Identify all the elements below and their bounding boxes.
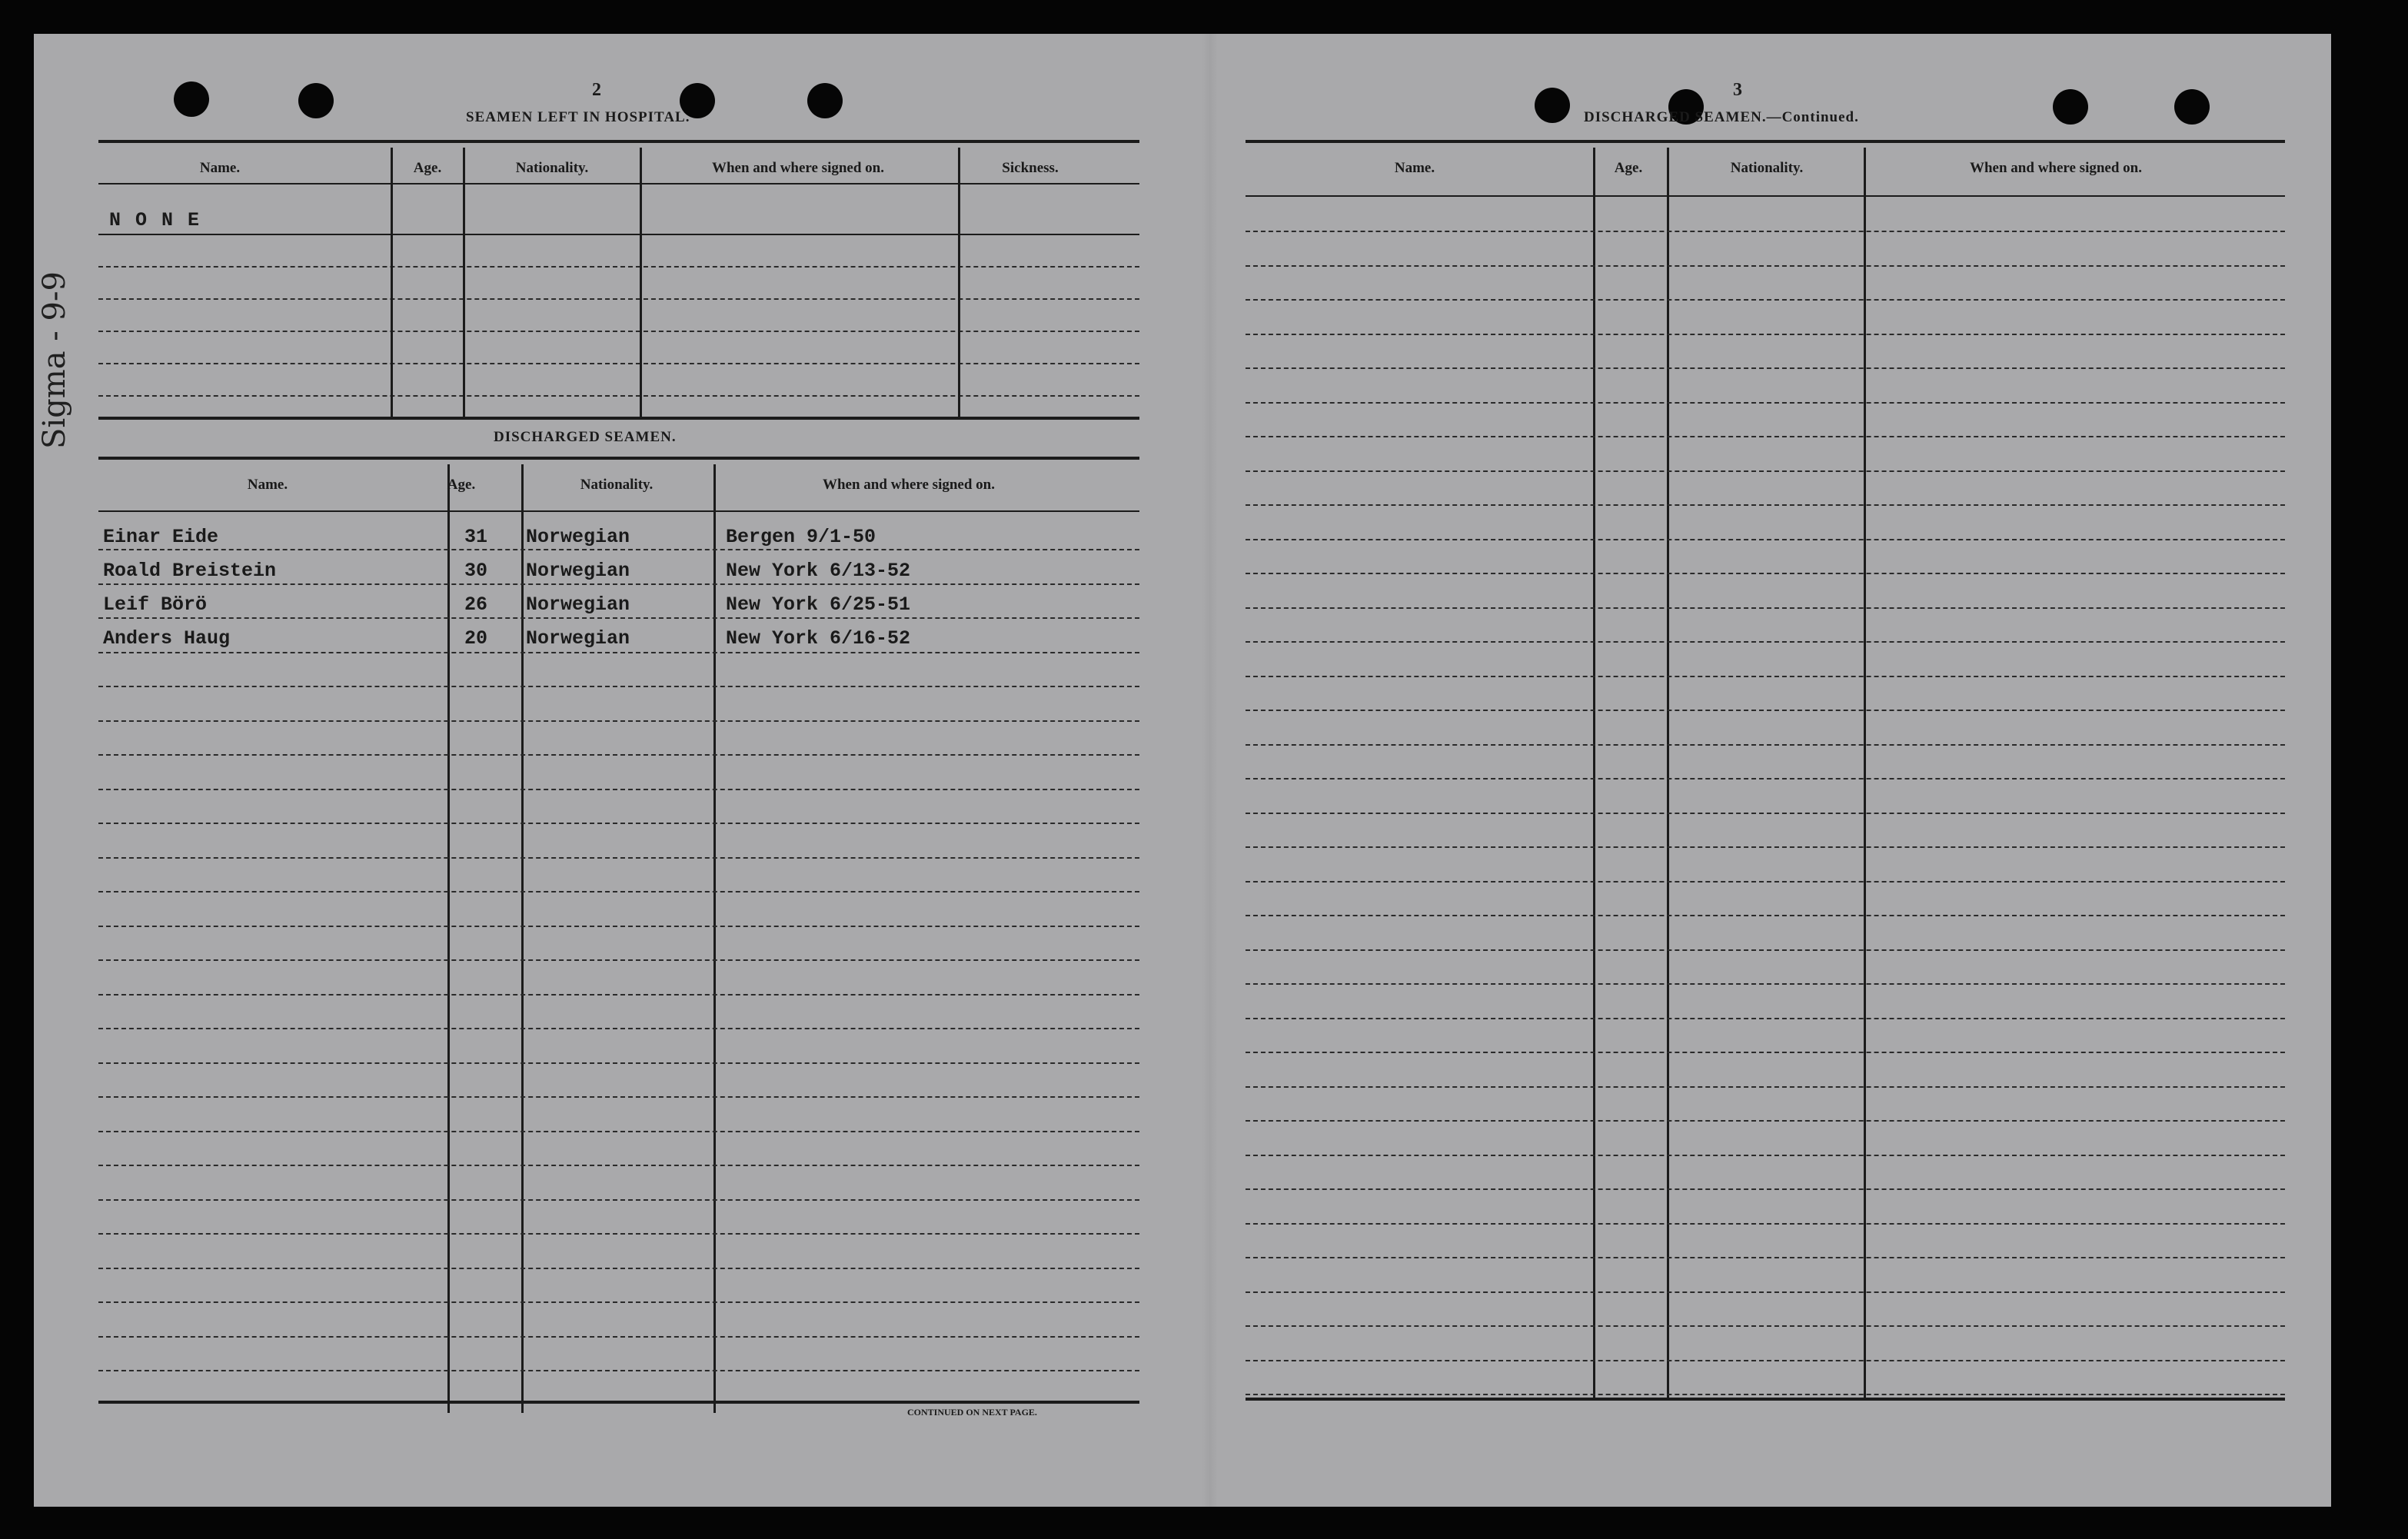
hospital-col-divider bbox=[958, 148, 960, 417]
ruled-line bbox=[1246, 1325, 2285, 1327]
hospital-col-divider bbox=[640, 148, 642, 417]
ruled-line bbox=[1246, 1120, 2285, 1122]
hospital-col-divider bbox=[463, 148, 465, 417]
right-col-nationality: Nationality. bbox=[1730, 160, 1804, 176]
hospital-col-signed-on: When and where signed on. bbox=[711, 160, 885, 176]
ruled-line bbox=[98, 1028, 1139, 1029]
ruled-line bbox=[98, 1301, 1139, 1303]
seaman-name: Anders Haug bbox=[103, 627, 231, 650]
ruled-line bbox=[1246, 231, 2285, 232]
ruled-line bbox=[98, 652, 1139, 653]
ruled-line bbox=[98, 1096, 1139, 1098]
ruled-line bbox=[98, 1062, 1139, 1064]
hospital-col-divider bbox=[391, 148, 393, 417]
ruled-line bbox=[1246, 710, 2285, 711]
seaman-nationality: Norwegian bbox=[526, 627, 630, 650]
ruled-line bbox=[98, 857, 1139, 859]
punch-hole bbox=[298, 83, 334, 118]
discharged-table-bottom-rule bbox=[98, 1401, 1139, 1404]
ruled-line bbox=[1246, 1223, 2285, 1225]
seaman-age: 30 bbox=[464, 560, 488, 582]
ruled-line bbox=[98, 754, 1139, 756]
right-col-divider bbox=[1593, 148, 1595, 1401]
ruled-line bbox=[1246, 744, 2285, 746]
right-header-rule bbox=[1246, 195, 2285, 197]
seaman-nationality: Norwegian bbox=[526, 526, 630, 548]
hospital-col-name: Name. bbox=[199, 160, 241, 176]
seaman-age: 31 bbox=[464, 526, 488, 548]
hospital-col-nationality: Nationality. bbox=[515, 160, 589, 176]
right-col-divider bbox=[1864, 148, 1866, 1401]
ruled-line bbox=[1246, 504, 2285, 506]
discharged-col-age: Age. bbox=[447, 477, 476, 493]
ruled-line bbox=[98, 617, 1139, 619]
hospital-header-rule bbox=[98, 183, 1139, 184]
hospital-col-sickness: Sickness. bbox=[1002, 160, 1059, 176]
ruled-line bbox=[1246, 402, 2285, 404]
punch-hole bbox=[2053, 89, 2088, 125]
ruled-line bbox=[1246, 915, 2285, 916]
right-table-bottom-rule bbox=[1246, 1398, 2285, 1401]
ruled-line bbox=[1246, 1360, 2285, 1361]
ruled-line bbox=[98, 994, 1139, 996]
ruled-line bbox=[98, 1268, 1139, 1269]
hospital-row-rule bbox=[98, 395, 1139, 397]
ruled-line bbox=[98, 926, 1139, 927]
ruled-line bbox=[98, 583, 1139, 585]
ruled-line bbox=[98, 1370, 1139, 1371]
ruled-line bbox=[1246, 1291, 2285, 1293]
hospital-section-title: SEAMEN LEFT IN HOSPITAL. bbox=[466, 109, 690, 125]
ruled-line bbox=[1246, 539, 2285, 540]
page-gutter bbox=[1202, 34, 1218, 1507]
seaman-nationality: Norwegian bbox=[526, 560, 630, 582]
ruled-line bbox=[1246, 1086, 2285, 1088]
discharged-col-signed-on: When and where signed on. bbox=[822, 477, 996, 493]
ruled-line bbox=[1246, 813, 2285, 814]
hospital-row-rule bbox=[98, 266, 1139, 268]
hospital-entry-none: N O N E bbox=[109, 209, 201, 231]
ruled-line bbox=[1246, 1188, 2285, 1190]
page-number-right: 3 bbox=[1733, 80, 1742, 100]
discharged-col-nationality: Nationality. bbox=[580, 477, 654, 493]
seaman-signed-on: New York 6/13-52 bbox=[726, 560, 911, 582]
ruled-line bbox=[98, 959, 1139, 961]
right-col-name: Name. bbox=[1394, 160, 1435, 176]
ruled-line bbox=[1246, 676, 2285, 677]
discharged-col-divider bbox=[521, 464, 524, 1413]
hospital-row-rule bbox=[98, 363, 1139, 364]
ruled-line bbox=[1246, 607, 2285, 609]
seaman-name: Leif Börö bbox=[103, 593, 208, 616]
ruled-line bbox=[1246, 1155, 2285, 1156]
ruled-line bbox=[1246, 1394, 2285, 1395]
right-col-signed-on: When and where signed on. bbox=[1969, 160, 2143, 176]
discharged-continued-title: DISCHARGED SEAMEN.—Continued. bbox=[1584, 109, 1859, 125]
hospital-table-bottom-rule bbox=[98, 417, 1139, 420]
hospital-row-rule bbox=[98, 331, 1139, 332]
ruled-line bbox=[1246, 983, 2285, 985]
punch-hole bbox=[174, 81, 209, 117]
ruled-line bbox=[1246, 778, 2285, 779]
seaman-nationality: Norwegian bbox=[526, 593, 630, 616]
discharged-header-rule bbox=[98, 510, 1139, 512]
ruled-line bbox=[1246, 470, 2285, 472]
seaman-signed-on: New York 6/16-52 bbox=[726, 627, 911, 650]
hospital-table-top-rule bbox=[98, 140, 1139, 143]
right-col-divider bbox=[1667, 148, 1669, 1401]
ruled-line bbox=[98, 1165, 1139, 1166]
ruled-line bbox=[1246, 573, 2285, 574]
discharged-col-name: Name. bbox=[247, 477, 288, 493]
ruled-line bbox=[98, 686, 1139, 687]
ruled-line bbox=[1246, 641, 2285, 643]
ruled-line bbox=[98, 1233, 1139, 1235]
seaman-name: Roald Breistein bbox=[103, 560, 277, 582]
ruled-line bbox=[1246, 846, 2285, 848]
seaman-signed-on: Bergen 9/1-50 bbox=[726, 526, 876, 548]
ruled-line bbox=[98, 720, 1139, 722]
seaman-name: Einar Eide bbox=[103, 526, 219, 548]
discharged-table-top-rule bbox=[98, 457, 1139, 460]
hospital-col-age: Age. bbox=[413, 160, 442, 176]
ruled-line bbox=[98, 549, 1139, 550]
ruled-line bbox=[98, 1336, 1139, 1338]
discharged-col-divider bbox=[447, 464, 450, 1413]
margin-annotation: Sigma - 9-9 bbox=[37, 271, 72, 449]
ruled-line bbox=[98, 789, 1139, 790]
ruled-line bbox=[1246, 1052, 2285, 1053]
ruled-line bbox=[1246, 881, 2285, 883]
ruled-line bbox=[1246, 265, 2285, 267]
discharged-section-title: DISCHARGED SEAMEN. bbox=[494, 429, 677, 445]
right-table-top-rule bbox=[1246, 140, 2285, 143]
ruled-line bbox=[1246, 367, 2285, 369]
ruled-line bbox=[98, 1131, 1139, 1132]
ruled-line bbox=[1246, 949, 2285, 951]
seaman-age: 20 bbox=[464, 627, 488, 650]
ruled-line bbox=[1246, 436, 2285, 437]
continued-note: CONTINUED ON NEXT PAGE. bbox=[907, 1407, 1037, 1418]
hospital-row-rule bbox=[98, 234, 1139, 235]
punch-hole bbox=[1535, 88, 1570, 123]
ruled-line bbox=[1246, 299, 2285, 301]
seaman-signed-on: New York 6/25-51 bbox=[726, 593, 911, 616]
ruled-line bbox=[1246, 1018, 2285, 1019]
ruled-line bbox=[1246, 334, 2285, 335]
seaman-age: 26 bbox=[464, 593, 488, 616]
ruled-line bbox=[98, 891, 1139, 892]
right-col-age: Age. bbox=[1614, 160, 1643, 176]
hospital-row-rule bbox=[98, 298, 1139, 300]
document-sheet bbox=[34, 34, 2331, 1507]
punch-hole bbox=[2174, 89, 2210, 125]
ruled-line bbox=[98, 1199, 1139, 1201]
discharged-col-divider bbox=[713, 464, 716, 1413]
ruled-line bbox=[1246, 1257, 2285, 1258]
punch-hole bbox=[807, 83, 843, 118]
page-number-left: 2 bbox=[592, 80, 601, 100]
ruled-line bbox=[98, 823, 1139, 824]
